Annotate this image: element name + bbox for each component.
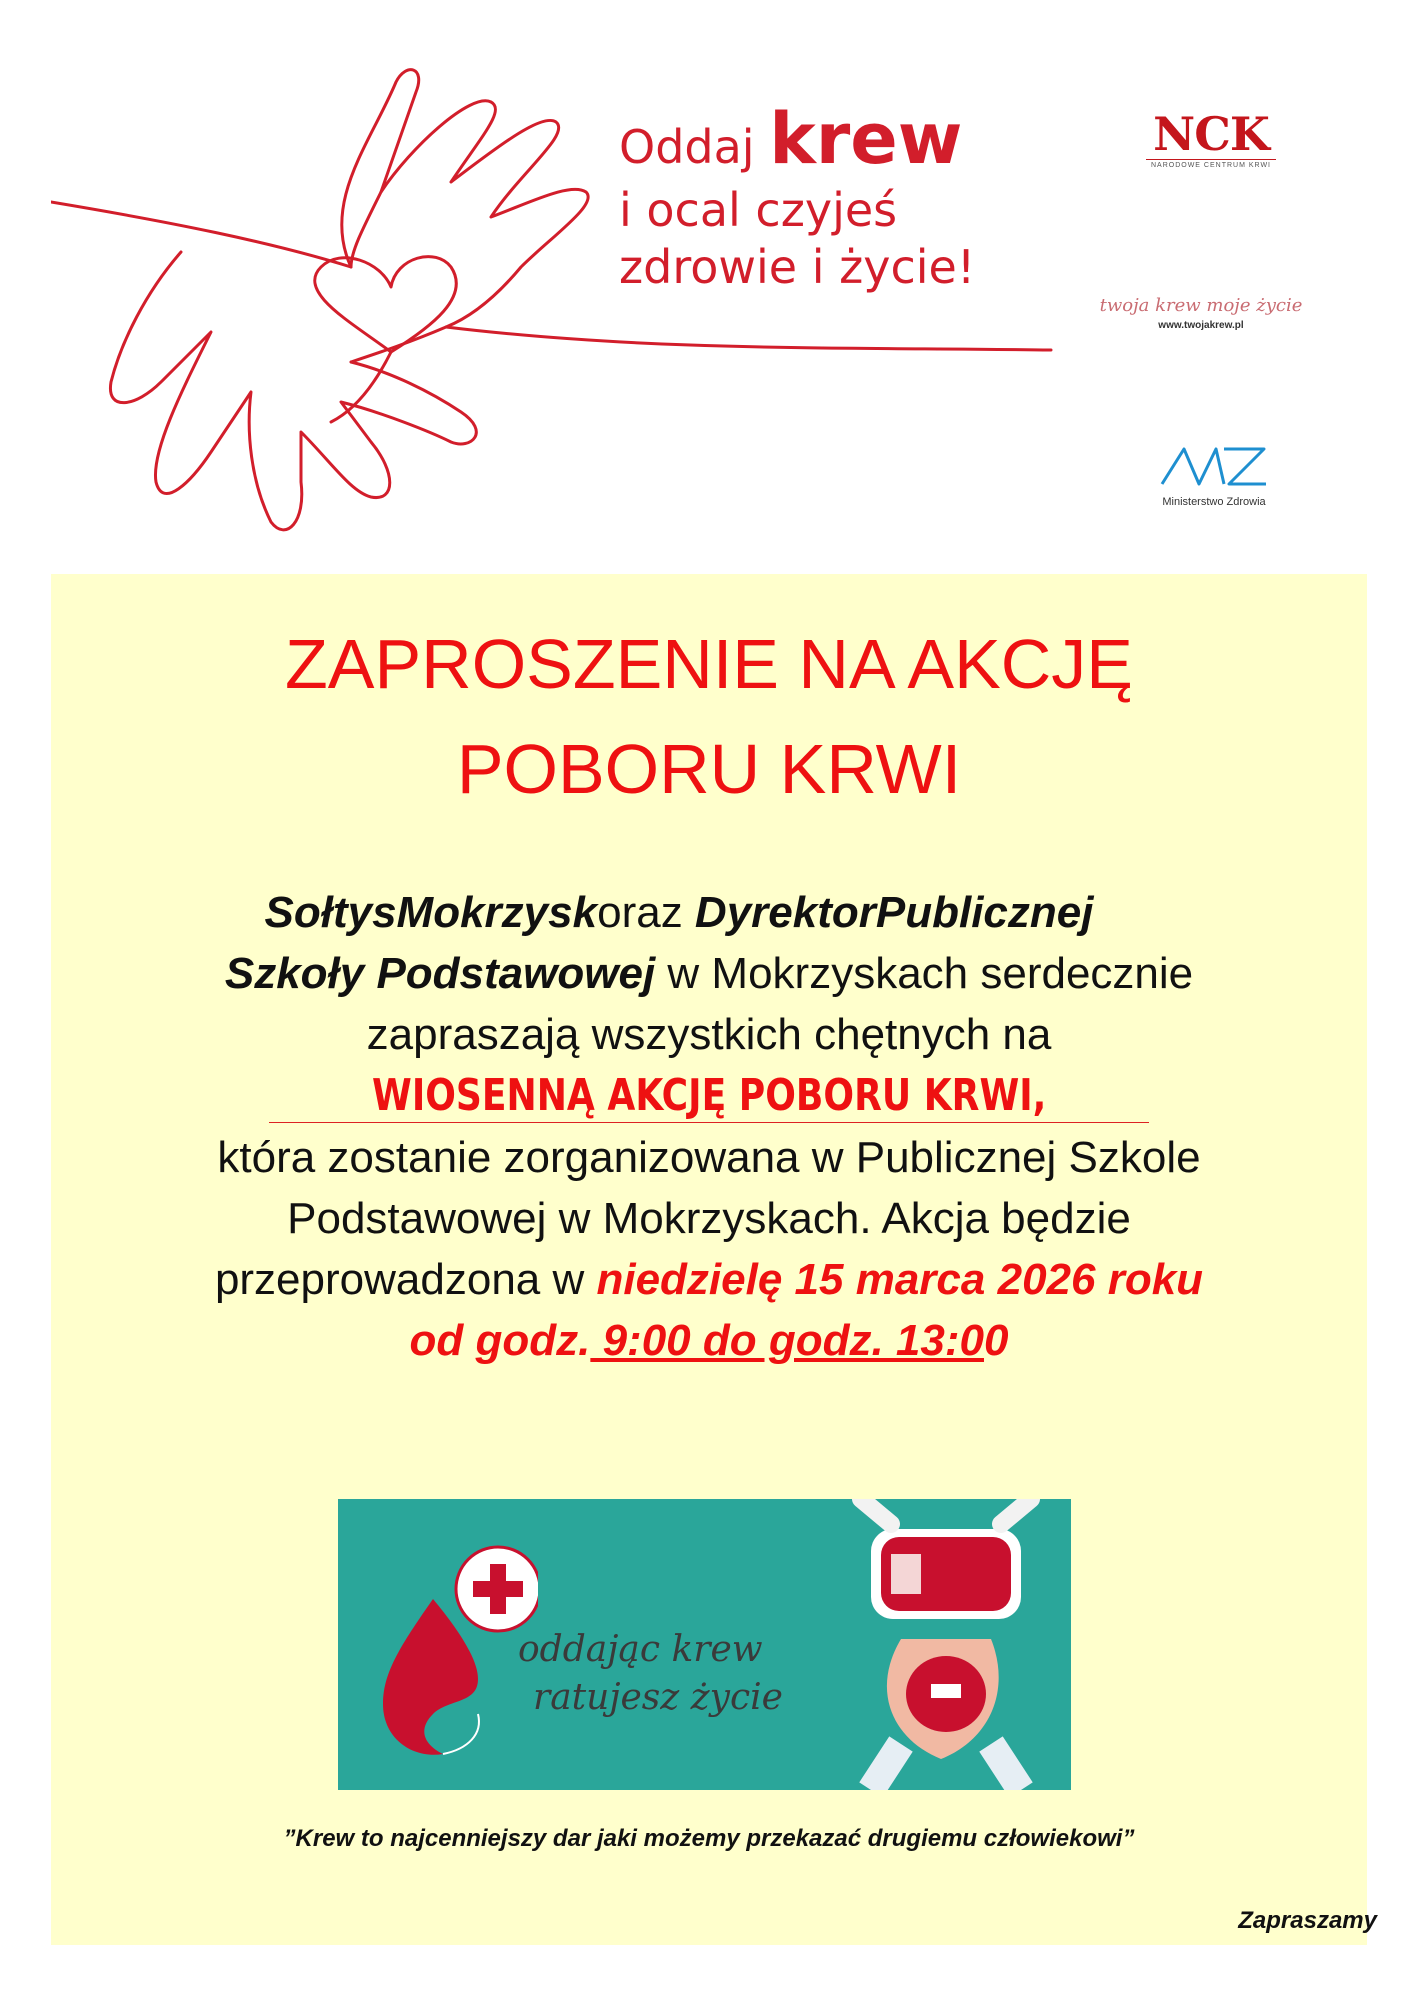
event-date: niedzielę 15 marca 2026 roku [596, 1255, 1204, 1304]
twojakrew-logo [1061, 295, 1341, 331]
tagline [619, 97, 975, 295]
event-time-end: 0 [984, 1316, 1009, 1365]
text-line4: Podstawowej w Mokrzyskach. Akcja będzie [287, 1194, 1131, 1243]
title-line1: ZAPROSZENIE NA AKCJĘ [285, 625, 1133, 703]
text-line1: w Mokrzyskach serdecznie [655, 949, 1194, 998]
poster [51, 52, 1377, 1945]
signature: Zapraszamy [1238, 1907, 1377, 1934]
twojakrew-script: twoja krew moje życie [1099, 295, 1303, 316]
invitation-text [51, 882, 1367, 1371]
tagline-word-oddaj: Oddaj [619, 120, 755, 174]
text-line2: zapraszają wszystkich chętnych na [366, 1010, 1052, 1059]
pck-slogan-line2: ratujesz życie [533, 1677, 783, 1718]
mz-label: Ministerstwo Zdrowia [1162, 496, 1266, 508]
text-line5: przeprowadzona w [214, 1255, 597, 1304]
blood-drop-icon [338, 1499, 538, 1790]
blood-donation-banner [51, 52, 1367, 574]
tagline-line2: i ocal czyjeś [619, 183, 898, 238]
twojakrew-url: www.twojakrew.pl [1158, 320, 1244, 331]
tagline-line3: zdrowie i życie! [619, 239, 976, 294]
nck-logo-subtitle: NARODOWE CENTRUM KRWI [1146, 159, 1276, 169]
tagline-word-krew: krew [769, 98, 963, 180]
nck-logo [1146, 107, 1276, 169]
org-school: Szkoły Podstawowej [224, 949, 656, 998]
quote: ”Krew to najcenniejszy dar jaki możemy przekazać drugiemu człowiekowi” [283, 1825, 1135, 1852]
org-director: DyrektorPublicznej [694, 888, 1094, 937]
ministry-of-health-logo [1139, 444, 1289, 508]
blood-bag-hands-illustration [831, 1499, 1071, 1790]
pck-slogan-line1: oddając krew [518, 1629, 763, 1670]
title-line2: POBORU KRWI [456, 730, 962, 808]
event-time: 9:00 do godz. 13:0 [590, 1316, 984, 1365]
mz-logo-icon [1154, 444, 1274, 489]
nck-logo-mark: NCK [1153, 107, 1269, 161]
event-name: WIOSENNĄ AKCJĘ POBORU KRWI, [371, 1070, 1047, 1121]
text-line3: która zostanie zorganizowana w Publicznej Szkole [217, 1133, 1201, 1182]
page-title [51, 612, 1367, 822]
conjunction: oraz [597, 888, 695, 937]
time-prefix: od godz. [409, 1316, 591, 1365]
pck-banner [338, 1499, 1071, 1790]
org-soltys: SołtysMokrzysk [264, 888, 598, 937]
